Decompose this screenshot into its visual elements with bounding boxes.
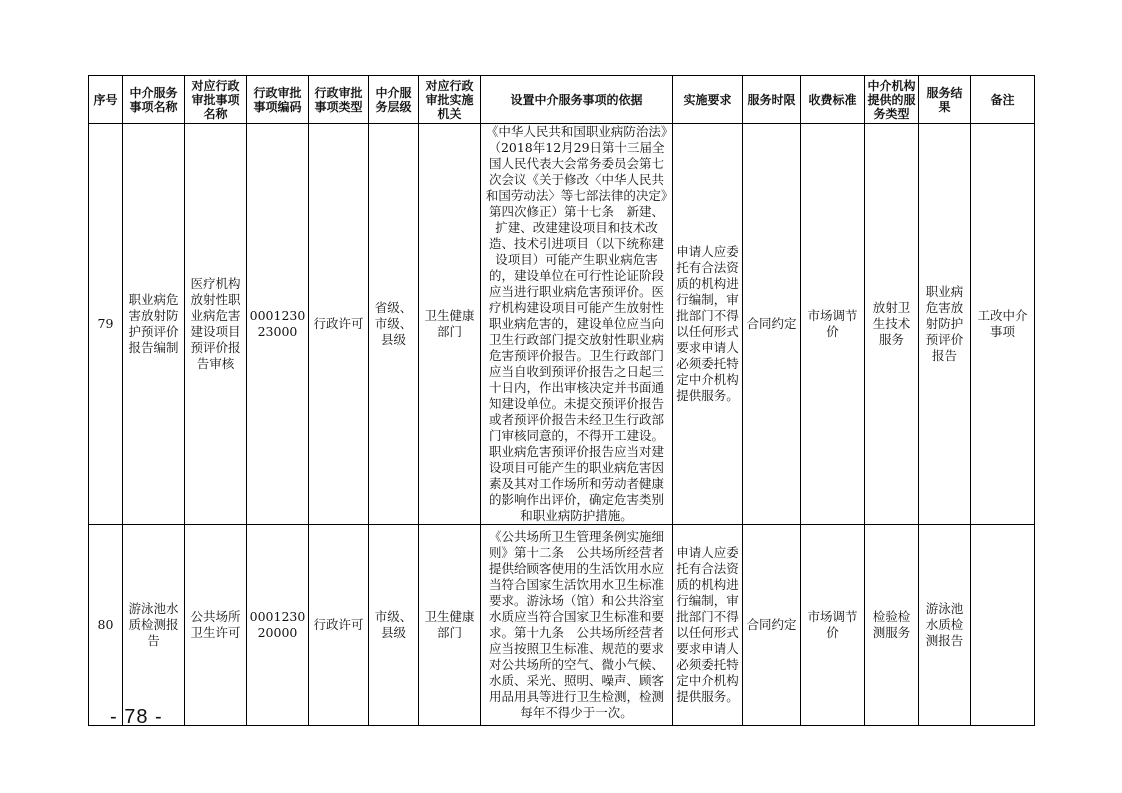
remark-cell (971, 525, 1035, 726)
result-cell: 游泳池水质检测报告 (919, 525, 971, 726)
level-cell: 市级、县级 (369, 525, 419, 726)
code-cell: 000123023000 (247, 124, 309, 525)
row-number: 79 (89, 124, 123, 525)
row-number: 80 (89, 525, 123, 726)
type-cell: 行政许可 (309, 525, 369, 726)
service-name-cell: 游泳池水质检测报告 (123, 525, 185, 726)
header-cell: 行政审批事项类型 (309, 76, 369, 124)
header-cell: 实施要求 (673, 76, 743, 124)
approval-name-cell: 公共场所卫生许可 (185, 525, 247, 726)
time-limit-cell: 合同约定 (743, 525, 801, 726)
approval-name-cell: 医疗机构放射性职业病危害建设项目预评价报告审核 (185, 124, 247, 525)
header-cell: 序号 (89, 76, 123, 124)
time-limit-cell: 合同约定 (743, 124, 801, 525)
requirement-cell: 申请人应委托有合法资质的机构进行编制，审批部门不得以任何形式要求申请人必须委托特定中介机构提供服务。 (673, 124, 743, 525)
basis-cell: 《中华人民共和国职业病防治法》（2018年12月29日第十三届全国人民代表大会常务委员会第七次会议《关于修改〈中华人民共和国劳动法〉等七部法律的决定》第四次修正）第十七条 新建、扩建、改建建设项目和技术改造、技术引进项目（以下统称建设项目）可能产生职业病危害的，建设单位在可行性论证阶段应当进行职业病危害预评价。医疗机构建设项目可能产生放射性职业病危害的，建设单位应当向卫生行政部门提交放射性职业病危害预评价报告。卫生行政部门应当自收到预评价报告之日起三十日内，作出审核决定并书面通知建设单位。未提交预评价报告或者预评价报告未经卫生行政部门审核同意的，不得开工建设。职业病危害预评价报告应当对建设项目可能产生的职业病危害因素及其对工作场所和劳动者健康的影响作出评价，确定危害类别和职业病防护措施。 (481, 124, 673, 525)
service-type-cell: 放射卫生技术服务 (865, 124, 919, 525)
header-cell: 对应行政审批实施机关 (419, 76, 481, 124)
header-cell: 备注 (971, 76, 1035, 124)
header-cell: 服务时限 (743, 76, 801, 124)
service-name-cell: 职业病危害放射防护预评价报告编制 (123, 124, 185, 525)
header-cell: 服务结果 (919, 76, 971, 124)
service-type-cell: 检验检测服务 (865, 525, 919, 726)
header-cell: 收费标准 (801, 76, 865, 124)
authority-cell: 卫生健康部门 (419, 525, 481, 726)
remark-cell: 工改中介事项 (971, 124, 1035, 525)
fee-cell: 市场调节价 (801, 124, 865, 525)
header-cell: 设置中介服务事项的依据 (481, 76, 673, 124)
requirement-cell: 申请人应委托有合法资质的机构进行编制，审批部门不得以任何形式要求申请人必须委托特定中介机构提供服务。 (673, 525, 743, 726)
table-header-row (89, 76, 1035, 124)
table-row (89, 124, 1035, 525)
header-cell: 中介服务事项名称 (123, 76, 185, 124)
basis-cell: 《公共场所卫生管理条例实施细则》第十二条 公共场所经营者提供给顾客使用的生活饮用水应当符合国家生活饮用水卫生标准要求。游泳场（馆）和公共浴室水质应当符合国家卫生标准和要求。第十九条 公共场所经营者应当按照卫生标准、规范的要求对公共场所的空气、微小气候、水质、采光、照明、噪声、顾客用品用具等进行卫生检测，检测每年不得少于一次。 (481, 525, 673, 726)
intermediary-services-table (88, 75, 1035, 726)
header-cell: 中介机构提供的服务类型 (865, 76, 919, 124)
type-cell: 行政许可 (309, 124, 369, 525)
fee-cell: 市场调节价 (801, 525, 865, 726)
header-cell: 中介服务层级 (369, 76, 419, 124)
header-cell: 行政审批事项编码 (247, 76, 309, 124)
header-cell: 对应行政审批事项名称 (185, 76, 247, 124)
page-number: - 78 - (110, 706, 163, 728)
code-cell: 000123020000 (247, 525, 309, 726)
authority-cell: 卫生健康部门 (419, 124, 481, 525)
table-row (89, 525, 1035, 726)
level-cell: 省级、市级、县级 (369, 124, 419, 525)
result-cell: 职业病危害放射防护预评价报告 (919, 124, 971, 525)
